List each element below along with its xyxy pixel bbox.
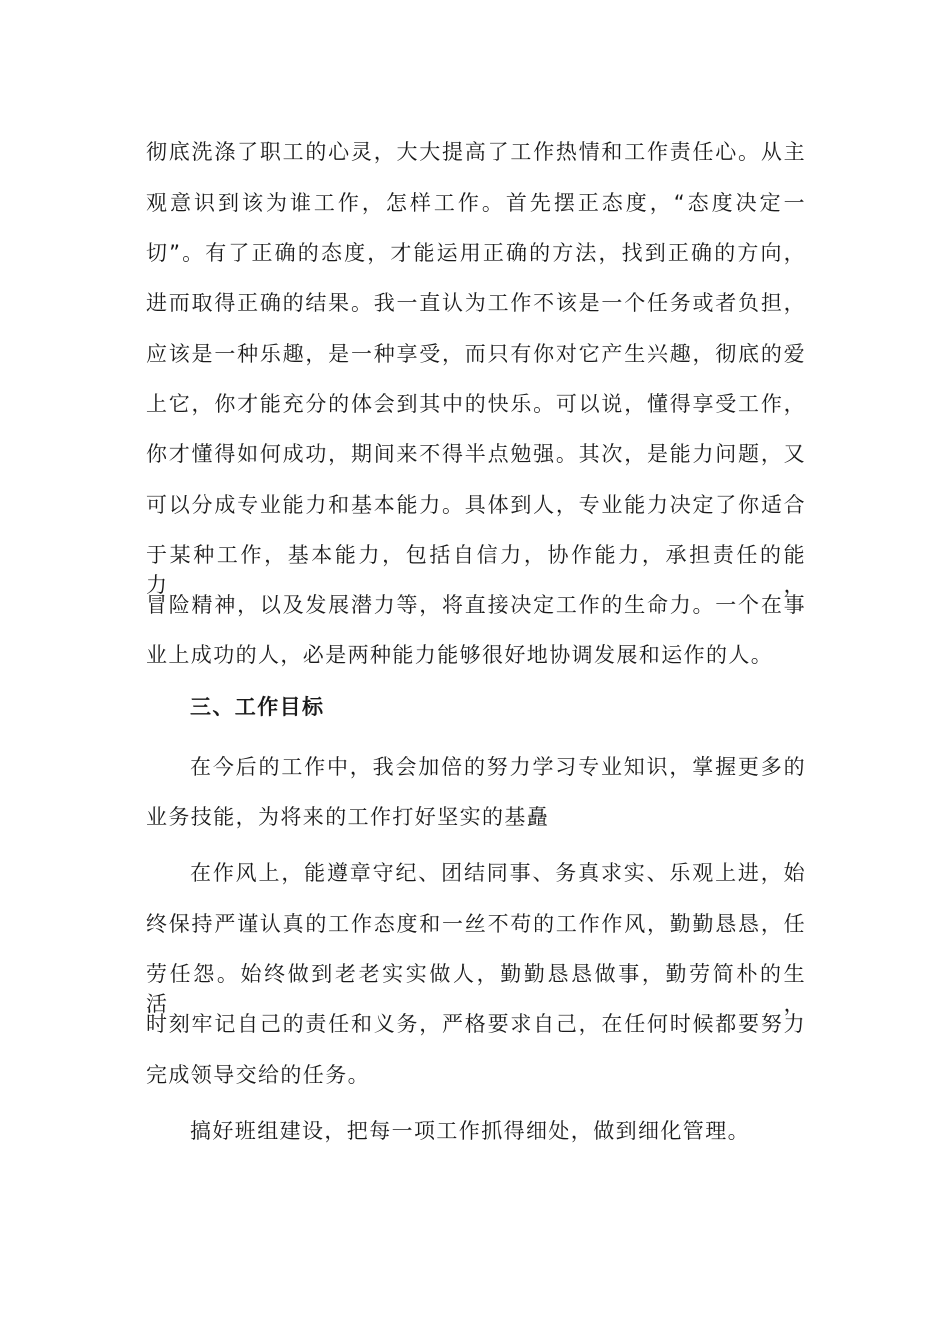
- paragraph-1-line-11: 业上成功的人，必是两种能力能够很好地协调发展和运作的人。: [146, 643, 774, 667]
- paragraph-1-line-8: 可以分成专业能力和基本能力。具体到人，专业能力决定了你适合: [146, 493, 806, 517]
- paragraph-1-line-9: 于某种工作，基本能力，包括自信力，协作能力，承担责任的能力，: [146, 543, 806, 597]
- paragraph-2-line-2: 业务技能，为将来的工作打好坚实的基矗: [146, 805, 550, 829]
- paragraph-1-line-10: 冒险精神，以及发展潜力等，将直接决定工作的生命力。一个在事: [146, 593, 806, 617]
- paragraph-1-line-7: 你才懂得如何成功，期间来不得半点勉强。其次，是能力问题，又: [146, 442, 806, 466]
- paragraph-1-line-1: 彻底洗涤了职工的心灵，大大提高了工作热情和工作责任心。从主: [146, 140, 806, 164]
- paragraph-1-line-2: 观意识到该为谁工作，怎样工作。首先摆正态度，“态度决定一: [146, 191, 806, 215]
- paragraph-1-line-3: 切”。有了正确的态度，才能运用正确的方法，找到正确的方向，: [146, 241, 806, 265]
- paragraph-4-line-1: 搞好班组建设，把每一项工作抓得细处，做到细化管理。: [190, 1119, 750, 1143]
- paragraph-3-line-3: 劳任怨。始终做到老老实实做人，勤勤恳恳做事，勤劳简朴的生活，: [146, 962, 806, 1016]
- paragraph-3-line-1: 在作风上，能遵章守纪、团结同事、务真求实、乐观上进，始: [190, 861, 806, 885]
- paragraph-3-line-5: 完成领导交给的任务。: [146, 1063, 370, 1087]
- paragraph-2-line-1: 在今后的工作中，我会加倍的努力学习专业知识，掌握更多的: [190, 755, 806, 779]
- paragraph-3-line-4: 时刻牢记自己的责任和义务，严格要求自己，在任何时候都要努力: [146, 1012, 806, 1036]
- paragraph-1-line-6: 上它，你才能充分的体会到其中的快乐。可以说，懂得享受工作，: [146, 392, 806, 416]
- paragraph-1-line-5: 应该是一种乐趣，是一种享受，而只有你对它产生兴趣，彻底的爱: [146, 342, 806, 366]
- section-heading: 三、工作目标: [190, 695, 325, 719]
- paragraph-3-line-2: 终保持严谨认真的工作态度和一丝不苟的工作作风，勤勤恳恳，任: [146, 912, 806, 936]
- paragraph-1-line-4: 进而取得正确的结果。我一直认为工作不该是一个任务或者负担，: [146, 291, 806, 315]
